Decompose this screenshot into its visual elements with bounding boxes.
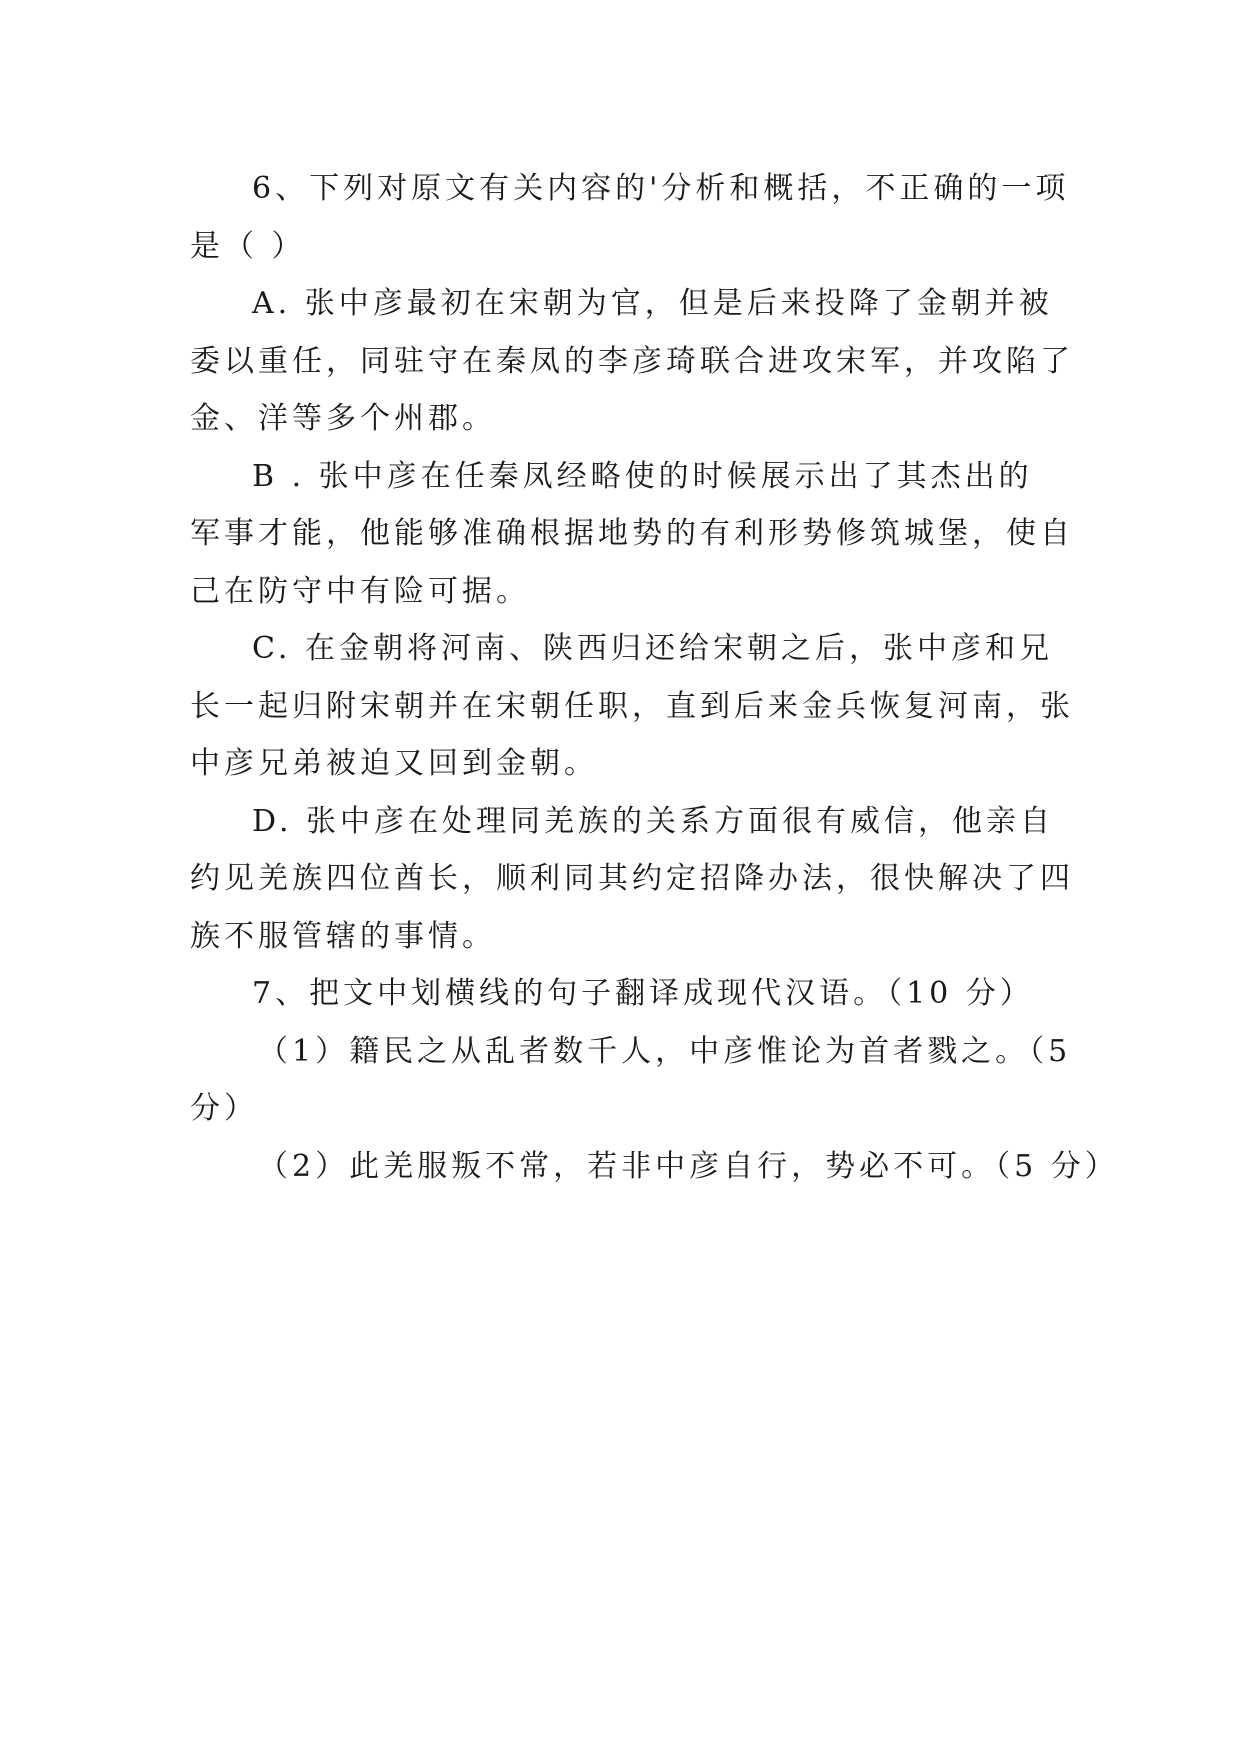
option-a-line-3: 金、洋等多个州郡。 [190, 401, 496, 436]
question-7-item-1-line-1: （1）籍民之从乱者数千人，中彦惟论为首者戮之。（5 [258, 1033, 1072, 1069]
option-c-line-2: 长一起归附宋朝并在宋朝任职，直到后来金兵恢复河南，张 [190, 688, 1074, 724]
question-7-stem: 7、把文中划横线的句子翻译成现代汉语。（10 分） [252, 976, 1034, 1011]
option-d-line-3: 族不服管辖的事情。 [190, 918, 496, 954]
option-c-line-3: 中彦兄弟被迫又回到金朝。 [190, 746, 598, 781]
option-c [190, 620, 1074, 793]
question-7-item-2-line-1: （2）此羌服叛不常，若非中彦自行，势必不可。（5 分） [258, 1148, 1119, 1184]
question-6 [190, 160, 1074, 965]
option-a-line-1: A. 张中彦最初在宋朝为官，但是后来投降了金朝并被 [252, 286, 1053, 321]
option-d-line-2: 约见羌族四位酋长，顺利同其约定招降办法，很快解决了四 [190, 861, 1074, 896]
question-7-item-1-line-2: 分） [190, 1091, 258, 1126]
option-b [190, 448, 1074, 621]
question-7 [190, 965, 1119, 1195]
option-d-line-1: D. 张中彦在处理同羌族的关系方面很有威信，他亲自 [252, 803, 1055, 839]
option-c-line-1: C. 在金朝将河南、陕西归还给宋朝之后，张中彦和兄 [252, 631, 1053, 666]
option-b-line-2: 军事才能，他能够准确根据地势的有利形势修筑城堡，使自 [190, 516, 1074, 551]
option-b-line-1: B . 张中彦在任秦凤经略使的时候展示出了其杰出的 [252, 458, 1033, 494]
option-d [190, 793, 1074, 966]
option-b-line-3: 己在防守中有险可据。 [190, 573, 530, 609]
option-a-line-2: 委以重任，同驻守在秦凤的李彦琦联合进攻宋军，并攻陷了 [190, 343, 1074, 379]
question-6-stem-line-2: 是（ ） [190, 228, 306, 264]
question-6-stem-line-1: 6、下列对原文有关内容的'分析和概括，不正确的一项 [252, 171, 1070, 206]
document-page [190, 160, 1119, 1195]
option-a [190, 275, 1074, 448]
